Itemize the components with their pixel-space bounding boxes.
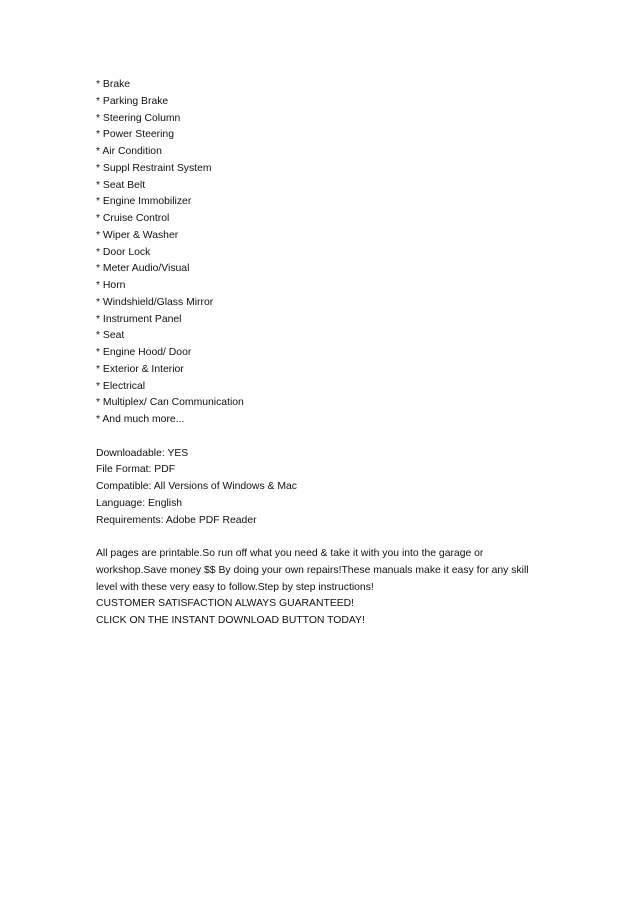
list-item: * Engine Immobilizer (96, 196, 192, 208)
document-content (96, 77, 566, 630)
blank-line (96, 429, 566, 446)
list-item: * Engine Hood/ Door (96, 347, 192, 358)
list-item: * Multiplex/ Can Communication (96, 397, 244, 409)
list-item: * Steering Column (96, 112, 181, 124)
list-item: * Wiper & Washer (96, 229, 179, 241)
list-item: * Horn (96, 280, 126, 291)
list-item: * Parking Brake (96, 95, 169, 107)
paragraph-line: All pages are printable.So run off what you need & take it with you into the garage or (96, 548, 484, 559)
list-item: * Instrument Panel (96, 313, 182, 325)
list-item: * Seat Belt (96, 179, 146, 191)
spec-block (96, 446, 566, 530)
list-item: * Air Condition (96, 146, 162, 157)
description-paragraph (96, 546, 566, 630)
list-item: * Meter Audio/Visual (96, 263, 190, 275)
spec-downloadable: Downloadable: YES (96, 447, 189, 459)
list-item: * Door Lock (96, 246, 151, 258)
spec-language: Language: English (96, 497, 183, 509)
spec-file-format: File Format: PDF (96, 464, 176, 476)
paragraph-line: workshop.Save money $$ By doing your own repairs!These manuals make it easy for any skill (96, 564, 529, 576)
list-item: * Electrical (96, 380, 146, 392)
list-item: * Seat (96, 330, 125, 342)
paragraph-line: level with these very easy to follow.Step by step instructions! (96, 581, 374, 593)
list-item: * Cruise Control (96, 213, 170, 224)
guarantee-line: CUSTOMER SATISFACTION ALWAYS GUARANTEED! (96, 598, 355, 610)
list-item: * Brake (96, 79, 131, 90)
list-item: * Suppl Restraint System (96, 162, 212, 174)
list-item: * Exterior & Interior (96, 363, 184, 375)
list-item: * Power Steering (96, 129, 174, 141)
list-item: * And much more... (96, 414, 185, 425)
feature-list (96, 77, 566, 429)
call-to-action-line: CLICK ON THE INSTANT DOWNLOAD BUTTON TODAY! (96, 615, 365, 626)
list-item: * Windshield/Glass Mirror (96, 296, 214, 308)
blank-line (96, 529, 566, 546)
spec-compatible: Compatible: All Versions of Windows & Mac (96, 481, 297, 492)
spec-requirements: Requirements: Adobe PDF Reader (96, 514, 257, 526)
